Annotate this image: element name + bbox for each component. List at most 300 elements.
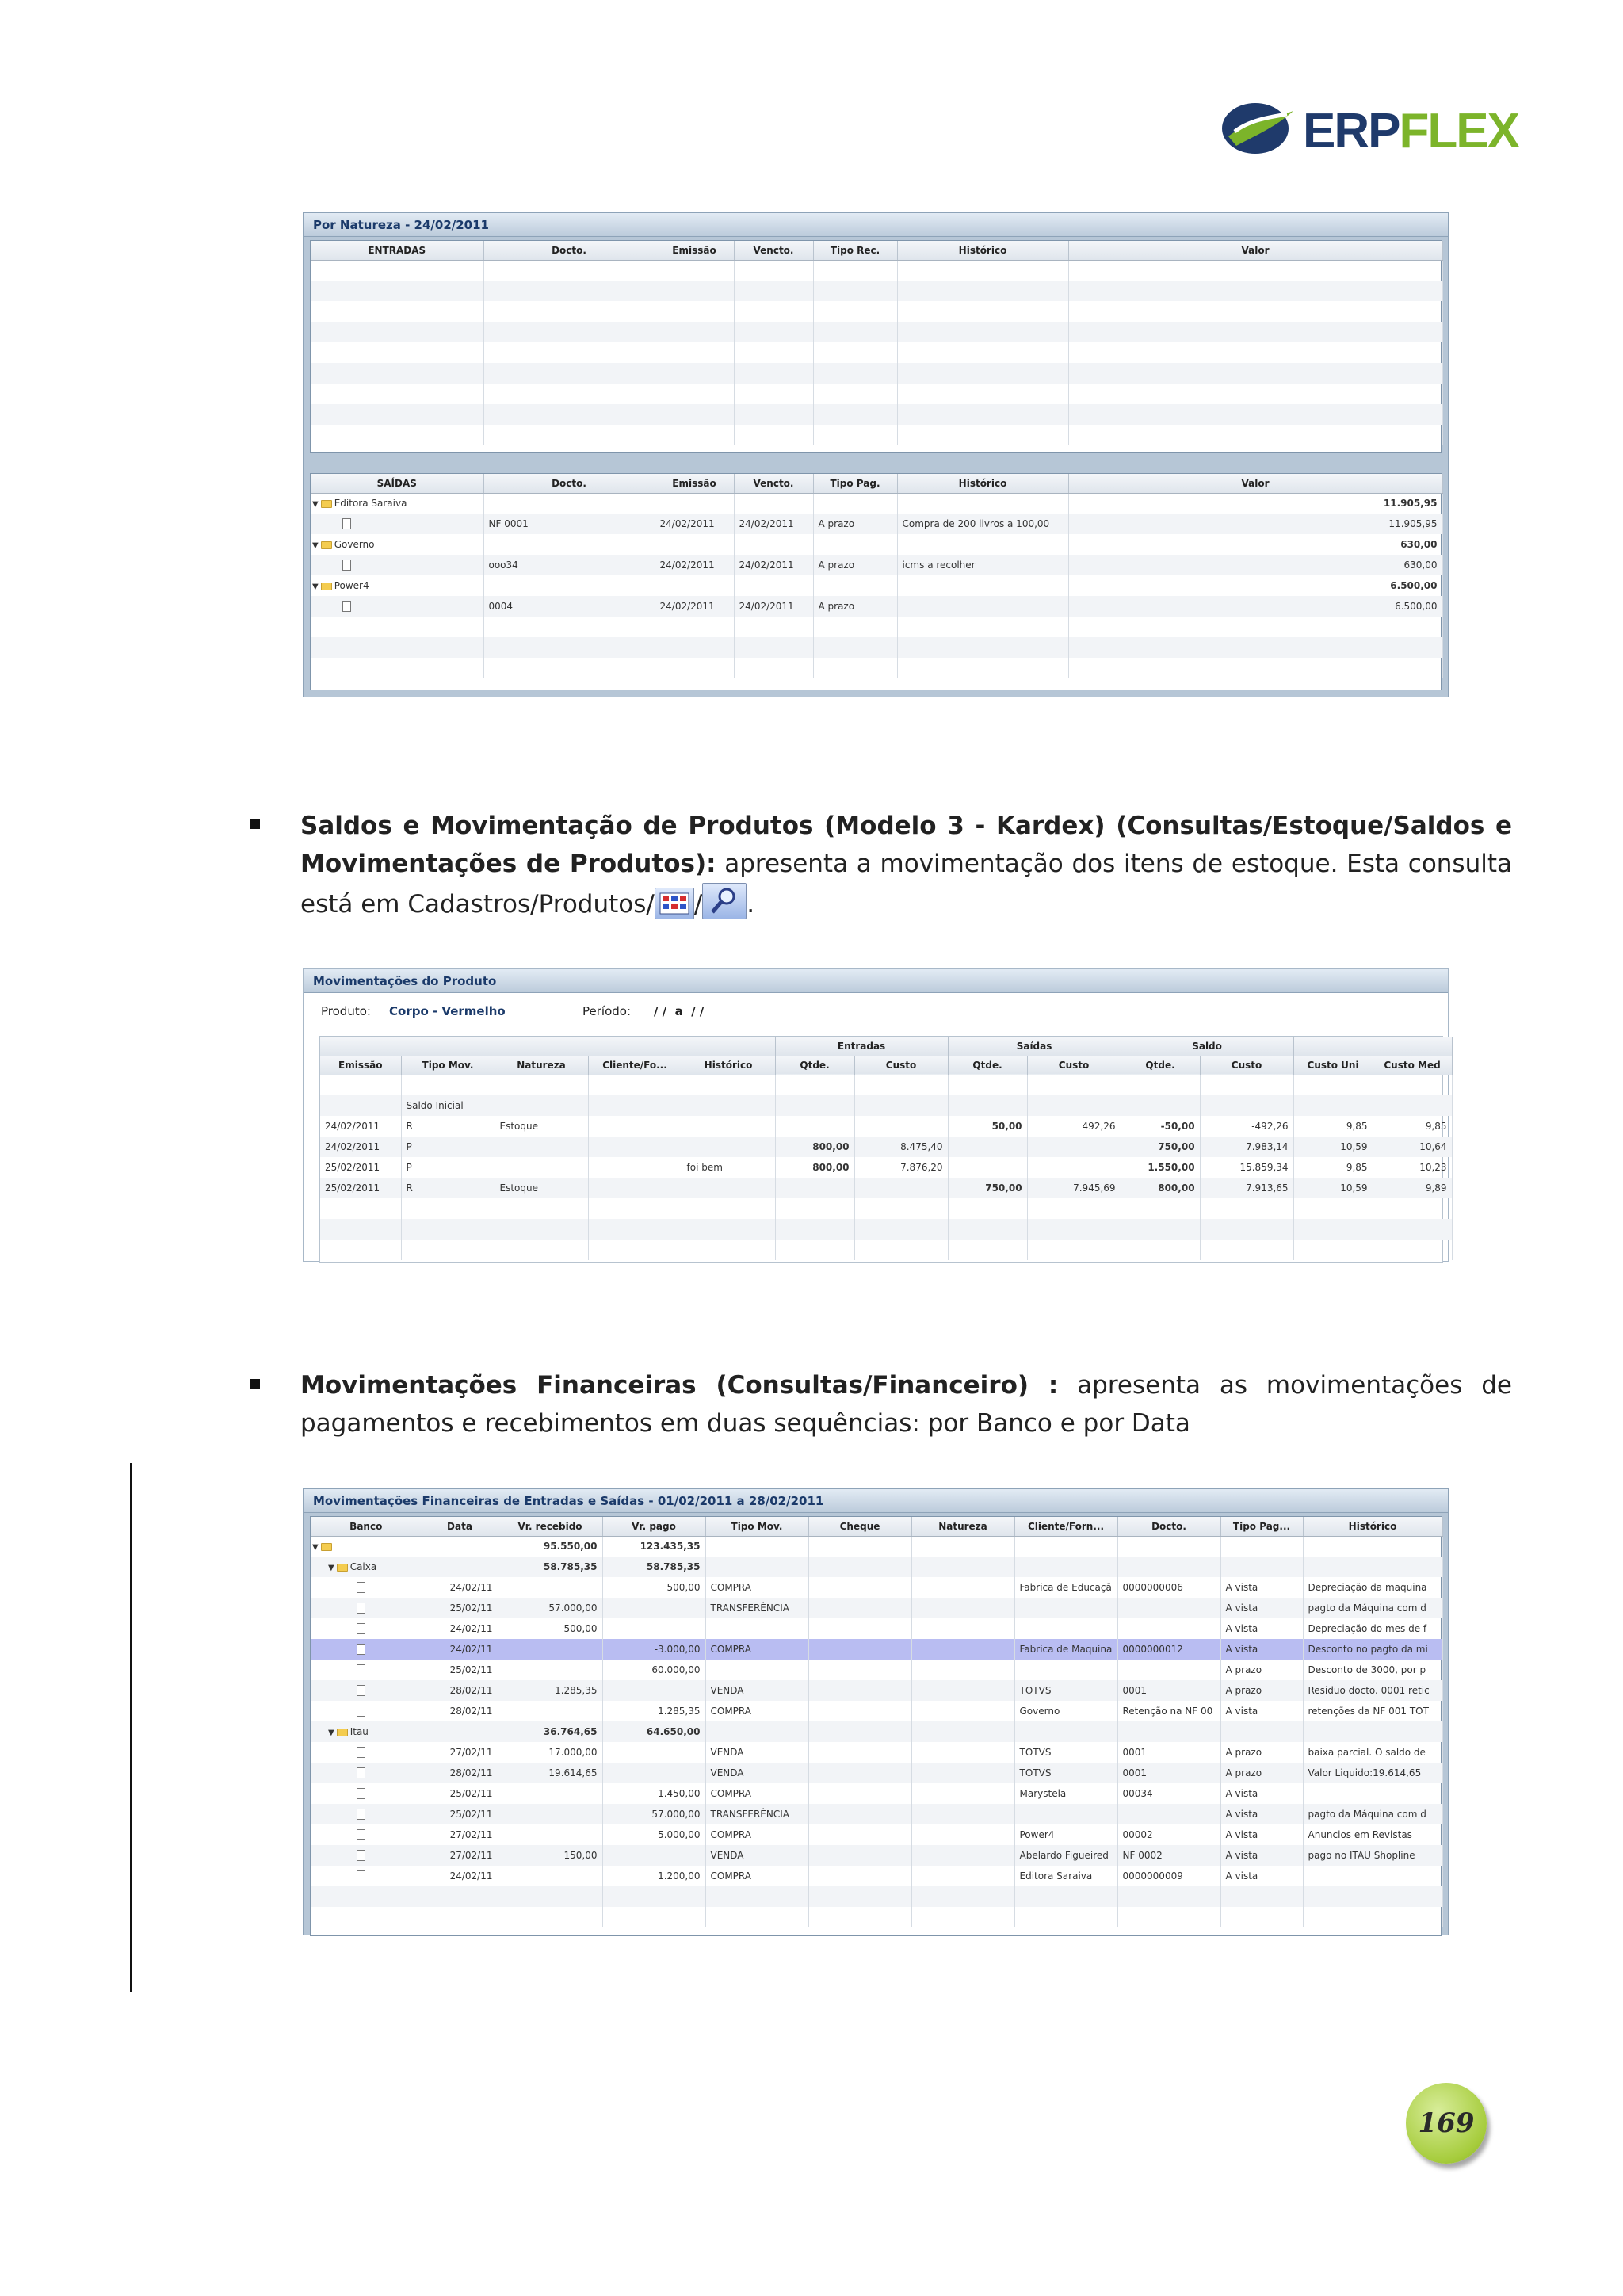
column-header[interactable]: Histórico	[1303, 1517, 1442, 1536]
tipo-pag-cell: A prazo	[1220, 1763, 1303, 1783]
table-cell	[401, 1240, 495, 1260]
column-header[interactable]: Vencto.	[734, 474, 813, 493]
natureza-cell	[495, 1157, 588, 1178]
table-row	[311, 281, 1442, 301]
periodo-value[interactable]: / / a / /	[654, 1004, 705, 1018]
group-total: 630,00	[1068, 534, 1442, 555]
column-header[interactable]: Vr. pago	[602, 1517, 705, 1536]
tipo-mov-cell: R	[401, 1116, 495, 1137]
table-row[interactable]	[311, 1824, 1442, 1845]
natureza-cell	[911, 1639, 1014, 1660]
emissao-cell: 24/02/2011	[320, 1137, 401, 1157]
column-header[interactable]: Qtde.	[1121, 1056, 1200, 1075]
financeiro-grid	[310, 1516, 1442, 1936]
table-cell	[682, 1240, 775, 1260]
table-cell	[897, 260, 1068, 281]
table-row[interactable]	[311, 1742, 1442, 1763]
table-row	[311, 404, 1442, 425]
table-row[interactable]	[311, 1680, 1442, 1701]
saidas-custo-cell: 7.945,69	[1027, 1178, 1121, 1198]
table-row[interactable]	[320, 1178, 1452, 1198]
historico-cell	[1303, 1866, 1442, 1886]
tipo-pag-cell: A prazo	[813, 555, 897, 575]
table-row[interactable]	[311, 1618, 1442, 1639]
table-cell	[483, 617, 655, 637]
table-row	[311, 384, 1442, 404]
natureza-cell	[911, 1660, 1014, 1680]
tree-cell	[311, 1804, 422, 1824]
expand-toggle-icon[interactable]: ▼	[312, 500, 319, 510]
vr-pago-cell: 1.285,35	[602, 1701, 705, 1721]
column-header[interactable]: Natureza	[911, 1517, 1014, 1536]
column-header[interactable]: Valor	[1068, 241, 1442, 260]
column-header[interactable]: Tipo Mov.	[401, 1056, 495, 1075]
column-header[interactable]: Tipo Rec.	[813, 241, 897, 260]
table-cell	[911, 1886, 1014, 1907]
column-header[interactable]: Docto.	[483, 474, 655, 493]
table-row[interactable]	[311, 1701, 1442, 1721]
table-cell	[655, 342, 734, 363]
cliente-cell	[1014, 1557, 1117, 1577]
table-row	[320, 1075, 1452, 1095]
table-cell	[1068, 384, 1442, 404]
cliente-cell: TOTVS	[1014, 1680, 1117, 1701]
vr-recebido-cell: 150,00	[498, 1845, 602, 1866]
tipo-mov-cell: COMPRA	[705, 1639, 808, 1660]
custo-med-cell: 10,23	[1373, 1157, 1452, 1178]
column-header[interactable]: Tipo Pag...	[1220, 1517, 1303, 1536]
column-header[interactable]: Vencto.	[734, 241, 813, 260]
natureza-cell	[911, 1804, 1014, 1824]
table-cell	[311, 301, 483, 322]
table-cell	[897, 301, 1068, 322]
historico-cell	[682, 1137, 775, 1157]
table-cell	[705, 1907, 808, 1927]
table-row[interactable]	[311, 1783, 1442, 1804]
docto-cell	[1117, 1660, 1220, 1680]
table-cell	[813, 384, 897, 404]
emissao-cell: 25/02/2011	[320, 1178, 401, 1198]
table-cell	[655, 493, 734, 514]
saidas-qtde-cell: 50,00	[948, 1116, 1027, 1137]
entradas-custo-cell	[854, 1178, 948, 1198]
folder-icon	[321, 541, 332, 549]
table-cell	[948, 1095, 1027, 1116]
cheque-cell	[808, 1845, 911, 1866]
table-row	[320, 1198, 1452, 1219]
table-cell	[1293, 1240, 1373, 1260]
table-cell	[311, 404, 483, 425]
column-header[interactable]: Data	[422, 1517, 498, 1536]
table-cell	[1293, 1095, 1373, 1116]
emissao-cell: 24/02/2011	[655, 596, 734, 617]
valor-cell: 11.905,95	[1068, 514, 1442, 534]
column-header[interactable]: Cliente/Forn...	[1014, 1517, 1117, 1536]
bullet-icon	[250, 1379, 260, 1389]
table-cell	[682, 1219, 775, 1240]
table-cell	[311, 363, 483, 384]
movimentacoes-grid	[319, 1036, 1447, 1263]
table-row[interactable]	[311, 1536, 1442, 1557]
table-cell	[483, 493, 655, 514]
cheque-cell	[808, 1721, 911, 1742]
cliente-cell: Abelardo Figueired	[1014, 1845, 1117, 1866]
table-row	[311, 322, 1442, 342]
expand-toggle-icon[interactable]: ▼	[312, 1543, 319, 1553]
table-cell	[483, 322, 655, 342]
vr-pago-cell: 123.435,35	[602, 1536, 705, 1557]
cheque-cell	[808, 1742, 911, 1763]
vencto-cell: 24/02/2011	[734, 596, 813, 617]
table-row[interactable]	[311, 1845, 1442, 1866]
tree-group-cell	[311, 493, 483, 514]
column-header[interactable]: ENTRADAS	[311, 241, 483, 260]
table-cell	[1373, 1219, 1452, 1240]
column-header[interactable]: Natureza	[495, 1056, 588, 1075]
table-cell	[401, 1075, 495, 1095]
tipo-pag-cell: A vista	[1220, 1866, 1303, 1886]
table-cell	[1068, 342, 1442, 363]
table-row[interactable]	[320, 1116, 1452, 1137]
cliente-cell	[1014, 1804, 1117, 1824]
margin-rule	[130, 1463, 132, 1992]
table-cell	[483, 260, 655, 281]
column-header[interactable]: SAÍDAS	[311, 474, 483, 493]
table-cell	[655, 425, 734, 445]
cheque-cell	[808, 1804, 911, 1824]
tree-cell	[311, 1639, 422, 1660]
column-header[interactable]: Cheque	[808, 1517, 911, 1536]
document-icon	[357, 1829, 365, 1840]
table-row-selected[interactable]	[311, 1639, 1442, 1660]
table-cell	[311, 322, 483, 342]
historico-cell: baixa parcial. O saldo de	[1303, 1742, 1442, 1763]
table-row[interactable]	[311, 1804, 1442, 1824]
column-header[interactable]: Custo	[854, 1056, 948, 1075]
kardex-paragraph: Saldos e Movimentação de Produtos (Modelo 3 - Kardex) (Consultas/Estoque/Saldos e Movimentações de Produtos): apresenta a movimentação dos itens de estoque. Esta consulta está em Cadastros/Produtos/ / .	[300, 812, 1512, 919]
saidas-qtde-cell: 750,00	[948, 1178, 1027, 1198]
table-row[interactable]	[311, 534, 1442, 555]
table-cell	[775, 1075, 854, 1095]
vr-pago-cell	[602, 1618, 705, 1639]
table-row	[311, 617, 1442, 637]
table-row[interactable]	[311, 1577, 1442, 1598]
bullet-icon	[250, 819, 260, 829]
vencto-cell: 24/02/2011	[734, 514, 813, 534]
table-cell	[320, 1240, 401, 1260]
table-cell	[1068, 658, 1442, 678]
cliente-cell: Fabrica de Educaçã	[1014, 1577, 1117, 1598]
table-cell	[1200, 1240, 1293, 1260]
document-icon	[357, 1603, 365, 1614]
expand-toggle-icon[interactable]: ▼	[328, 1729, 334, 1737]
table-cell	[311, 281, 483, 301]
column-header[interactable]: Docto.	[1117, 1517, 1220, 1536]
table-row[interactable]	[311, 1721, 1442, 1742]
data-cell: 25/02/11	[422, 1804, 498, 1824]
table-cell	[808, 1886, 911, 1907]
table-row	[311, 637, 1442, 658]
data-cell: 27/02/11	[422, 1824, 498, 1845]
tree-cell	[311, 1618, 422, 1639]
table-row	[311, 425, 1442, 445]
natureza-cell	[911, 1618, 1014, 1639]
vr-pago-cell: 1.200,00	[602, 1866, 705, 1886]
table-cell	[1293, 1198, 1373, 1219]
docto-cell: 0000000006	[1117, 1577, 1220, 1598]
table-cell	[495, 1219, 588, 1240]
saldo-qtde-cell: -50,00	[1121, 1116, 1200, 1137]
table-cell	[734, 322, 813, 342]
window-title: Movimentações Financeiras de Entradas e Saídas - 01/02/2011 a 28/02/2011	[304, 1489, 1448, 1513]
historico-cell	[682, 1116, 775, 1137]
tipo-pag-cell	[1220, 1557, 1303, 1577]
column-header[interactable]: Histórico	[897, 241, 1068, 260]
table-cell	[483, 281, 655, 301]
tipo-mov-cell	[705, 1536, 808, 1557]
group-label: Governo	[334, 539, 375, 550]
tipo-mov-cell	[705, 1618, 808, 1639]
table-cell	[1200, 1219, 1293, 1240]
table-cell	[813, 404, 897, 425]
table-row	[311, 260, 1442, 281]
table-cell	[734, 281, 813, 301]
entradas-custo-cell: 8.475,40	[854, 1137, 948, 1157]
table-cell	[948, 1240, 1027, 1260]
table-row[interactable]	[311, 1660, 1442, 1680]
vr-pago-cell	[602, 1680, 705, 1701]
table-cell	[602, 1886, 705, 1907]
document-icon	[357, 1706, 365, 1717]
column-header[interactable]: Custo Uni	[1293, 1056, 1373, 1075]
column-header[interactable]: Emissão	[320, 1056, 401, 1075]
data-cell	[422, 1557, 498, 1577]
produto-label: Produto:	[321, 1004, 371, 1018]
natureza-cell	[911, 1557, 1014, 1577]
emissao-cell: 25/02/2011	[320, 1157, 401, 1178]
column-header[interactable]: Custo Med	[1373, 1056, 1452, 1075]
column-header[interactable]: Docto.	[483, 241, 655, 260]
docto-cell: 0000000012	[1117, 1639, 1220, 1660]
table-cell	[655, 301, 734, 322]
table-cell	[320, 1219, 401, 1240]
table-row[interactable]	[311, 493, 1442, 514]
column-header[interactable]: Tipo Pag.	[813, 474, 897, 493]
group-total: 11.905,95	[1068, 493, 1442, 514]
table-row	[311, 1907, 1442, 1927]
search-icon[interactable]	[702, 883, 747, 919]
table-row	[320, 1240, 1452, 1260]
table-cell	[1117, 1886, 1220, 1907]
tree-cell	[311, 1680, 422, 1701]
table-cell	[483, 425, 655, 445]
cheque-cell	[808, 1557, 911, 1577]
tipo-pag-cell: A vista	[1220, 1783, 1303, 1804]
table-cell	[483, 658, 655, 678]
tipo-pag-cell	[1220, 1721, 1303, 1742]
column-header[interactable]: Custo	[1027, 1056, 1121, 1075]
saldo-custo-cell: 7.983,14	[1200, 1137, 1293, 1157]
table-cell	[320, 1095, 401, 1116]
tipo-pag-cell	[1220, 1536, 1303, 1557]
group-label: Power4	[334, 580, 369, 591]
column-header[interactable]: Qtde.	[948, 1056, 1027, 1075]
table-cell	[813, 425, 897, 445]
saidas-custo-cell	[1027, 1157, 1121, 1178]
natureza-cell	[911, 1680, 1014, 1701]
produto-value[interactable]: Corpo - Vermelho	[389, 1004, 506, 1018]
expand-toggle-icon[interactable]: ▼	[312, 583, 319, 591]
historico-cell: retenções da NF 001 TOT	[1303, 1701, 1442, 1721]
table-cell	[948, 1075, 1027, 1095]
docto-cell	[1117, 1618, 1220, 1639]
table-cell	[483, 384, 655, 404]
tipo-mov-cell: COMPRA	[705, 1824, 808, 1845]
column-header[interactable]: Histórico	[897, 474, 1068, 493]
table-row[interactable]	[311, 514, 1442, 534]
filter-bar	[321, 999, 1430, 1023]
table-row	[311, 301, 1442, 322]
docto-cell: 00002	[1117, 1824, 1220, 1845]
saldo-qtde-cell: 750,00	[1121, 1137, 1200, 1157]
column-header[interactable]: Qtde.	[775, 1056, 854, 1075]
cliente-cell: Marystela	[1014, 1783, 1117, 1804]
column-header[interactable]: Valor	[1068, 474, 1442, 493]
saldo-custo-cell: 7.913,65	[1200, 1178, 1293, 1198]
historico-cell	[897, 596, 1068, 617]
table-cell	[483, 404, 655, 425]
table-cell	[897, 617, 1068, 637]
table-cell	[734, 658, 813, 678]
tipo-mov-cell: P	[401, 1157, 495, 1178]
movimentacoes-financeiras-window	[303, 1488, 1449, 1935]
table-cell	[813, 322, 897, 342]
tree-cell	[311, 1845, 422, 1866]
saldo-inicial-label: Saldo Inicial	[401, 1095, 495, 1116]
column-header[interactable]: Histórico	[682, 1056, 775, 1075]
vr-recebido-cell	[498, 1866, 602, 1886]
table-cell	[311, 637, 483, 658]
table-cell	[734, 363, 813, 384]
data-cell: 24/02/11	[422, 1639, 498, 1660]
table-cell	[813, 575, 897, 596]
table-cell	[495, 1095, 588, 1116]
document-icon	[357, 1685, 365, 1696]
cheque-cell	[808, 1577, 911, 1598]
column-header[interactable]: Banco	[311, 1517, 422, 1536]
cheque-cell	[808, 1660, 911, 1680]
table-cell	[682, 1095, 775, 1116]
historico-cell: pagto da Máquina com d	[1303, 1598, 1442, 1618]
vr-recebido-cell: 19.614,65	[498, 1763, 602, 1783]
natureza-cell	[911, 1536, 1014, 1557]
tree-cell	[311, 1598, 422, 1618]
docto-cell	[1117, 1536, 1220, 1557]
table-row[interactable]	[320, 1137, 1452, 1157]
tree-cell	[311, 1660, 422, 1680]
table-cell	[588, 1240, 682, 1260]
table-cell	[495, 1198, 588, 1219]
table-cell	[401, 1198, 495, 1219]
table-cell	[734, 617, 813, 637]
cliente-cell	[588, 1178, 682, 1198]
tipo-mov-cell: COMPRA	[705, 1577, 808, 1598]
data-cell: 24/02/11	[422, 1866, 498, 1886]
column-header[interactable]: Tipo Mov.	[705, 1517, 808, 1536]
vr-recebido-cell	[498, 1824, 602, 1845]
tipo-mov-cell: TRANSFERÊNCIA	[705, 1598, 808, 1618]
table-cell	[682, 1075, 775, 1095]
table-row	[311, 1886, 1442, 1907]
expand-toggle-icon[interactable]: ▼	[328, 1564, 334, 1572]
vr-pago-cell: 57.000,00	[602, 1804, 705, 1824]
historico-cell	[1303, 1557, 1442, 1577]
table-cell	[320, 1075, 401, 1095]
natureza-cell	[911, 1783, 1014, 1804]
entradas-qtde-cell: 800,00	[775, 1137, 854, 1157]
natureza-cell	[495, 1137, 588, 1157]
table-row[interactable]	[311, 1557, 1442, 1577]
table-row[interactable]	[311, 1763, 1442, 1783]
table-row[interactable]	[311, 555, 1442, 575]
table-cell	[320, 1198, 401, 1219]
expand-toggle-icon[interactable]: ▼	[312, 541, 319, 550]
natureza-cell	[911, 1824, 1014, 1845]
saidas-qtde-cell	[948, 1157, 1027, 1178]
periodo-label: Período:	[582, 1004, 632, 1018]
tree-cell	[311, 1866, 422, 1886]
bank-label: Itau	[349, 1726, 369, 1737]
table-cell	[854, 1240, 948, 1260]
grid-icon[interactable]	[655, 888, 694, 919]
vr-recebido-cell	[498, 1783, 602, 1804]
table-cell	[1068, 637, 1442, 658]
custo-med-cell: 10,64	[1373, 1137, 1452, 1157]
folder-icon	[337, 1564, 348, 1572]
table-row[interactable]	[311, 1598, 1442, 1618]
column-header[interactable]: Vr. recebido	[498, 1517, 602, 1536]
column-header[interactable]: Emissão	[655, 241, 734, 260]
table-cell	[655, 260, 734, 281]
vr-recebido-cell	[498, 1701, 602, 1721]
custo-uni-cell: 9,85	[1293, 1157, 1373, 1178]
table-cell	[897, 637, 1068, 658]
natureza-cell: Estoque	[495, 1178, 588, 1198]
table-row[interactable]	[311, 575, 1442, 596]
column-header[interactable]: Emissão	[655, 474, 734, 493]
table-cell	[734, 384, 813, 404]
table-row[interactable]	[311, 1866, 1442, 1886]
table-cell	[655, 384, 734, 404]
logo-wordmark: ERPFLEX	[1303, 104, 1518, 159]
folder-icon	[321, 500, 332, 508]
table-cell	[734, 493, 813, 514]
table-cell	[1014, 1886, 1117, 1907]
cliente-cell	[1014, 1536, 1117, 1557]
historico-cell: pagto da Máquina com d	[1303, 1804, 1442, 1824]
column-header[interactable]: Custo	[1200, 1056, 1293, 1075]
table-row[interactable]	[311, 596, 1442, 617]
tree-item-cell	[311, 596, 483, 617]
cheque-cell	[808, 1639, 911, 1660]
table-cell	[422, 1886, 498, 1907]
table-row[interactable]	[320, 1157, 1452, 1178]
document-icon	[342, 518, 351, 529]
table-cell	[911, 1907, 1014, 1927]
cheque-cell	[808, 1680, 911, 1701]
column-header[interactable]: Cliente/Fo...	[588, 1056, 682, 1075]
valor-cell: 630,00	[1068, 555, 1442, 575]
